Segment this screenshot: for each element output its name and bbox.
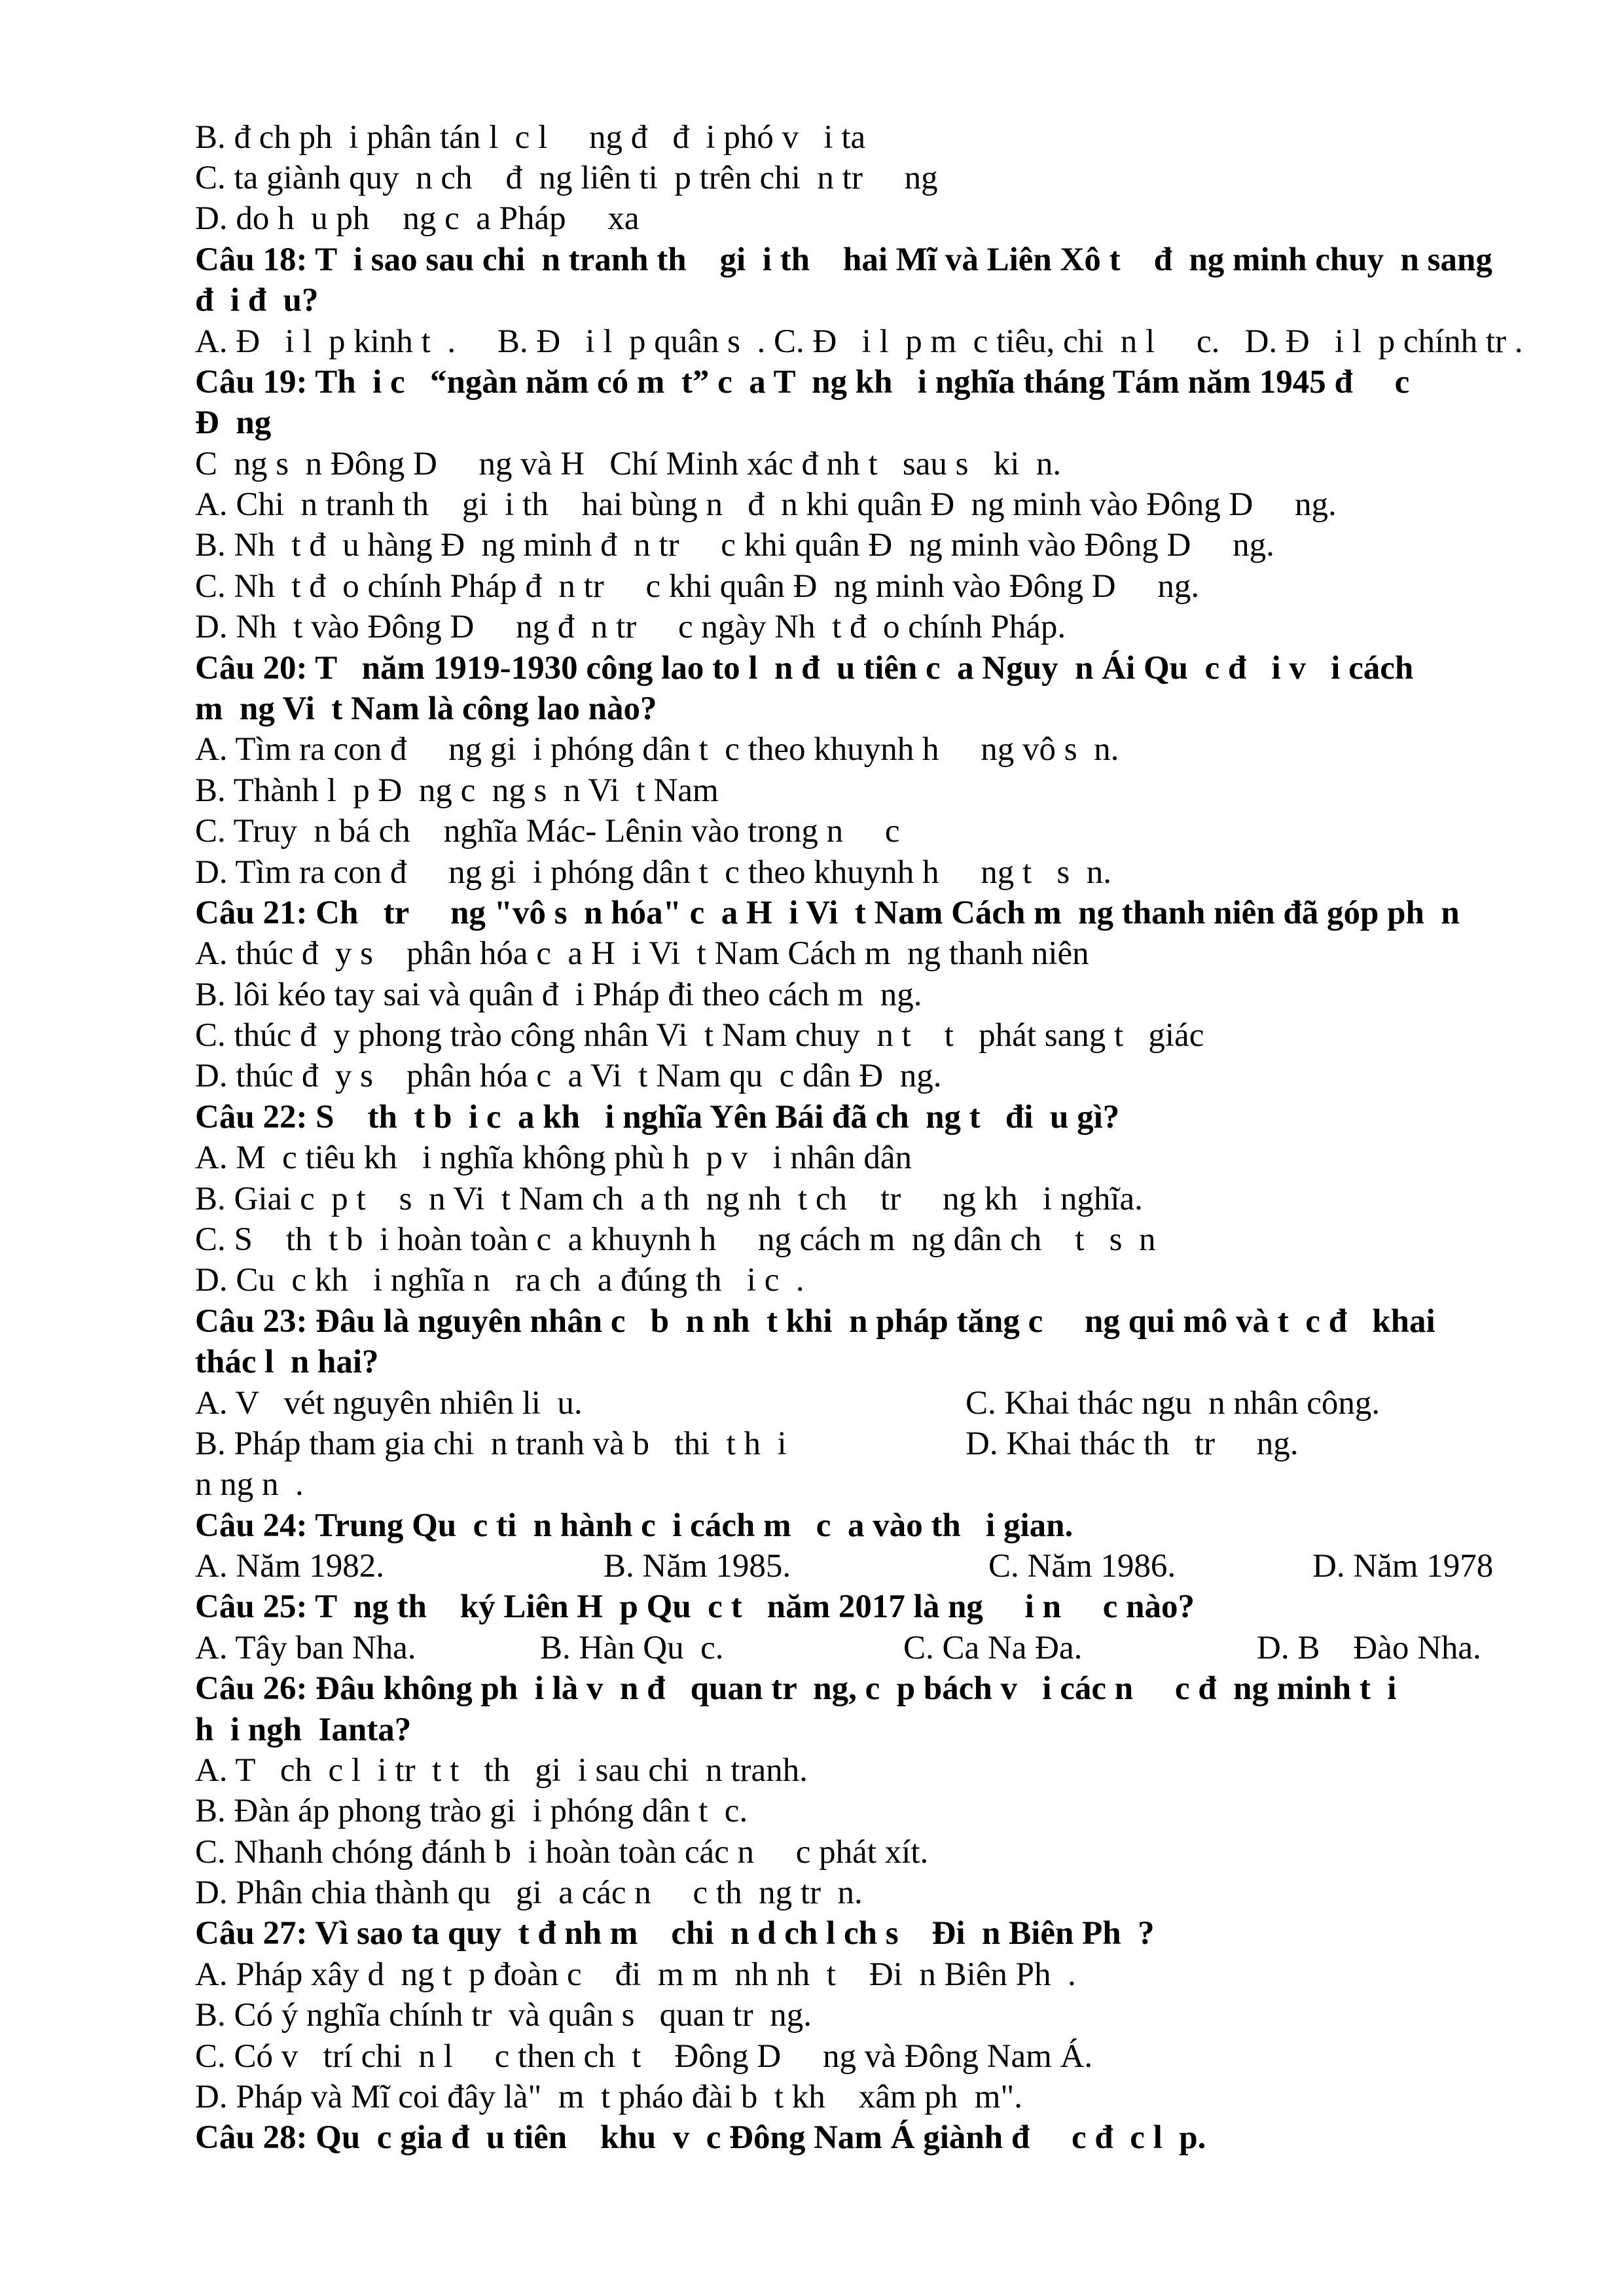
question-27: Câu 27: Vì sao ta quy t đ nh m chi n d ch l ch s Đi n Biên Ph ?: [195, 1915, 1155, 1952]
answer-line: B. lôi kéo tay sai và quân đ i Pháp đi theo cách m ng.: [195, 977, 922, 1013]
question-line: đ i đ u?: [195, 282, 319, 319]
answer-line: C. Nhanh chóng đánh b i hoàn toàn các n c phát xít.: [195, 1834, 929, 1871]
answer-line: C. thúc đ y phong trào công nhân Vi t Nam chuy n t t phát sang t giác: [195, 1017, 1204, 1054]
q23-option-a: A. V vét nguyên nhiên li u.: [195, 1385, 583, 1422]
q25-option-d: D. B Đào Nha.: [1257, 1630, 1481, 1666]
answer-line: C. Có v trí chi n l c then ch t Đông D ng và Đông Nam Á.: [195, 2038, 1093, 2075]
answer-line: C ng s n Đông D ng và H Chí Minh xác đ nh t sau s ki n.: [195, 446, 1062, 482]
answer-line: A. T ch c l i tr t t th gi i sau chi n tranh.: [195, 1752, 808, 1789]
question-26: Câu 26: Đâu không ph i là v n đ quan tr ng, c p bách v i các n c đ ng minh t i: [195, 1670, 1397, 1707]
q23-option-d: D. Khai thác th tr ng.: [965, 1426, 1299, 1462]
answer-line: B. đ ch ph i phân tán l c l ng đ đ i phó v i ta: [195, 119, 866, 156]
question-18: Câu 18: T i sao sau chi n tranh th gi i th hai Mĩ và Liên Xô t đ ng minh chuy n sang: [195, 242, 1492, 278]
answer-line: D. Nh t vào Đông D ng đ n tr c ngày Nh t đ o chính Pháp.: [195, 609, 1066, 645]
answer-line: D. Phân chia thành qu gi a các n c th ng tr n.: [195, 1874, 863, 1911]
q25-option-c: C. Ca Na Đa.: [903, 1630, 1083, 1666]
question-line: Đ ng: [195, 404, 272, 441]
answer-line: D. thúc đ y s phân hóa c a Vi t Nam qu c dân Đ ng.: [195, 1058, 942, 1094]
answer-line: A. thúc đ y s phân hóa c a H i Vi t Nam Cách m ng thanh niên: [195, 935, 1089, 972]
q23-option-c: C. Khai thác ngu n nhân công.: [965, 1385, 1380, 1422]
q25-option-b: B. Hàn Qu c.: [540, 1630, 724, 1666]
question-21: Câu 21: Ch tr ng "vô s n hóa" c a H i Vi t Nam Cách m ng thanh niên đã góp ph n: [195, 895, 1460, 931]
question-24: Câu 24: Trung Qu c ti n hành c i cách m c a vào th i gian.: [195, 1507, 1074, 1544]
q23-option-b-cont: n ng n .: [195, 1466, 304, 1503]
answer-line: A. Tìm ra con đ ng gi i phóng dân t c theo khuynh h ng vô s n.: [195, 731, 1119, 768]
q25-option-a: A. Tây ban Nha.: [195, 1630, 416, 1666]
answer-line: B. Thành l p Đ ng c ng s n Vi t Nam: [195, 772, 719, 809]
answer-line: B. Đàn áp phong trào gi i phóng dân t c.: [195, 1793, 748, 1829]
question-22: Câu 22: S th t b i c a kh i nghĩa Yên Bái đã ch ng t đi u gì?: [195, 1099, 1120, 1136]
q24-option-c: C. Năm 1986.: [988, 1548, 1176, 1585]
answer-line: C. ta giành quy n ch đ ng liên ti p trên chi n tr ng: [195, 160, 938, 196]
q24-option-a: A. Năm 1982.: [195, 1548, 384, 1585]
question-23: Câu 23: Đâu là nguyên nhân c b n nh t khi n pháp tăng c ng qui mô và t c đ khai: [195, 1303, 1435, 1340]
answer-line: D. Tìm ra con đ ng gi i phóng dân t c theo khuynh h ng t s n.: [195, 854, 1112, 891]
answer-line: B. Giai c p t s n Vi t Nam ch a th ng nh t ch tr ng kh i nghĩa.: [195, 1181, 1143, 1217]
question-20: Câu 20: T năm 1919-1930 công lao to l n đ u tiên c a Nguy n Ái Qu c đ i v i cách: [195, 650, 1414, 687]
question-25: Câu 25: T ng th ký Liên H p Qu c t năm 2017 là ng i n c nào?: [195, 1588, 1195, 1625]
answer-line: C. Nh t đ o chính Pháp đ n tr c khi quân Đ ng minh vào Đông D ng.: [195, 568, 1200, 605]
answer-line: B. Có ý nghĩa chính tr và quân s quan tr ng.: [195, 1997, 812, 2034]
answer-line: A. Chi n tranh th gi i th hai bùng n đ n khi quân Đ ng minh vào Đông D ng.: [195, 486, 1337, 523]
question-line: thác l n hai?: [195, 1344, 379, 1380]
answer-line: B. Nh t đ u hàng Đ ng minh đ n tr c khi quân Đ ng minh vào Đông D ng.: [195, 527, 1274, 564]
question-28: Câu 28: Qu c gia đ u tiên khu v c Đông Nam Á giành đ c đ c l p.: [195, 2119, 1206, 2156]
answer-line: C. Truy n bá ch nghĩa Mác- Lênin vào trong n c: [195, 813, 900, 850]
q24-option-d: D. Năm 1978: [1312, 1548, 1494, 1585]
answer-line: D. do h u ph ng c a Pháp xa: [195, 200, 640, 237]
q24-option-b: B. Năm 1985.: [604, 1548, 791, 1585]
answer-line: D. Pháp và Mĩ coi đây là" m t pháo đài b t kh xâm ph m".: [195, 2079, 1023, 2115]
q23-option-b: B. Pháp tham gia chi n tranh và b thi t h i: [195, 1426, 787, 1462]
answer-line: C. S th t b i hoàn toàn c a khuynh h ng cách m ng dân ch t s n: [195, 1221, 1156, 1258]
answer-line: A. Đ i l p kinh t . B. Đ i l p quân s . C. Đ i l p m c tiêu, chi n l c. D. Đ i l p chính tr .: [195, 323, 1523, 360]
question-line: m ng Vi t Nam là công lao nào?: [195, 691, 657, 727]
answer-line: A. M c tiêu kh i nghĩa không phù h p v i nhân dân: [195, 1139, 912, 1176]
question-19: Câu 19: Th i c “ngàn năm có m t” c a T ng kh i nghĩa tháng Tám năm 1945 đ c: [195, 364, 1410, 401]
question-line: h i ngh Ianta?: [195, 1712, 412, 1748]
answer-line: A. Pháp xây d ng t p đoàn c đi m m nh nh t Đi n Biên Ph .: [195, 1956, 1076, 1993]
answer-line: D. Cu c kh i nghĩa n ra ch a đúng th i c .: [195, 1262, 804, 1299]
